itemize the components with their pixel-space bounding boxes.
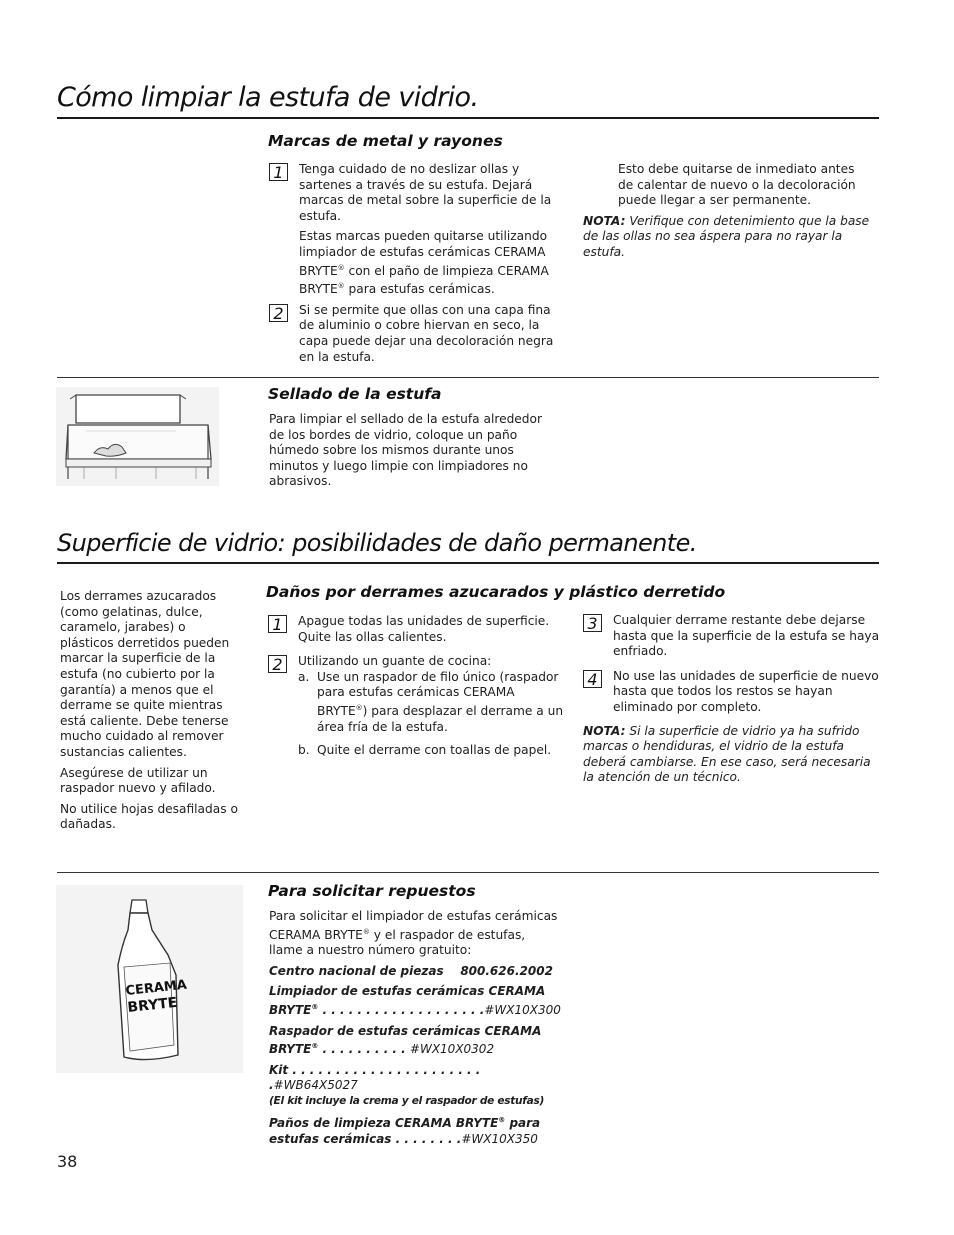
metal-step-1-text-2 [299,229,566,298]
page-title: Cómo limpiar la estufa de vidrio. [57,82,479,113]
text-run: Paños de limpieza CERAMA BRYTE [269,1116,499,1130]
bottle-illustration [56,885,243,1073]
parts-heading: Para solicitar repuestos [268,882,476,900]
text-run: Para solicitar el limpiador de estufas cerámicas CERAMA BRYTE [269,909,558,942]
step-number-1: 1 [269,163,288,181]
page-number: 38 [57,1152,78,1171]
spill-step-2-text: Utilizando un guante de cocina: [298,654,492,669]
text-run: ) para desplazar el derrame a un área fría de la estufa. [317,704,564,734]
bottle-label-line-1: CERAMA [124,977,188,999]
spill-step-4 [583,669,881,716]
step-number-1: 1 [268,615,287,633]
note-text: Verifique con detenimiento que la base de las ollas no sea áspera para no rayar la estufa. [583,213,870,259]
leader-dots: . . . . . . . . . . [318,1042,410,1057]
metal-marks-steps [269,162,566,365]
registered-mark: ® [362,927,370,936]
spill-step-3-text: Cualquier derrame restante debe dejarse hasta que la superficie de la estufa se haya enfriado. [613,613,880,659]
spill-step-2a [298,670,567,735]
section-divider-2 [57,872,879,873]
parts-item-1 [269,984,561,1018]
spill-step-2b [298,743,567,759]
metal-marks-heading: Marcas de metal y rayones [268,132,503,150]
text-run: Raspador de estufas cerámicas CERAMA BRYTE [269,1023,542,1057]
spill-steps-left [268,614,567,759]
leader-dots: . . . . . . . . . . . . . . . . . . . . . . . [269,1062,481,1093]
note-label: NOTA: [583,213,626,228]
sub-label-b: b. [298,743,310,758]
sidebar-paragraph-2: Asegúrese de utilizar un raspador nuevo y afilado. [60,765,216,796]
cooktop-illustration [56,387,219,486]
parts-item-3 [269,1063,561,1094]
step-number-2: 2 [268,655,287,673]
sidebar-paragraph-1: Los derrames azucarados (como gelatinas, dulce, caramelo, jarabes) o plásticos derretidos pueden marcar la superficie de la estufa (no cubierto por la garantía) a menos que el derrame se quite mientras está caliente. Debe tenerse mucho cuidado al remover sustancias calientes. [60,589,230,759]
registered-mark: ® [311,1042,319,1051]
step-number-4: 4 [583,670,602,688]
note-text: Si la superficie de vidrio ya ha sufrido marcas o hendiduras, el vidrio de la estufa deberá cambiarse. En ese caso, será necesaria la atención de un técnico. [583,723,871,785]
seal-heading: Sellado de la estufa [268,385,442,403]
title-rule-2 [57,562,879,564]
metal-step-2 [269,303,566,365]
text-run: Limpiador de estufas cerámicas CERAMA BRYTE [269,984,546,1018]
spill-note [583,724,881,786]
spill-step-2a-text [317,670,567,735]
spill-step-1-text: Apague todas las unidades de superficie. Quite las ollas calientes. [298,614,550,644]
parts-center-phone: 800.626.2002 [460,963,553,978]
range-icon [56,387,219,486]
parts-item-4 [269,1113,561,1147]
registered-mark: ® [355,703,363,712]
sidebar-warning [60,589,240,833]
text-run: y el raspador de estufas, llame a nuestro número gratuito: [269,927,526,958]
spill-step-4-text: No use las unidades de superficie de nuevo hasta que todos los restos se hayan eliminado por completo. [613,668,879,714]
section-divider [57,377,879,378]
note-label: NOTA: [583,723,626,738]
title-rule [57,117,879,119]
spill-heading: Daños por derrames azucarados y plástico derretido [266,583,726,601]
bottle-label-line-2: BRYTE [126,994,179,1016]
registered-mark: ® [337,282,345,291]
metal-note [583,214,873,261]
parts-item-2 [269,1024,561,1058]
cleaner-bottle-icon [56,885,243,1073]
section-2-title: Superficie de vidrio: posibilidades de daño permanente. [57,529,697,557]
metal-right-text: Esto debe quitarse de inmediato antes de calentar de nuevo o la decoloración puede llegar a ser permanente. [618,162,856,208]
step-number-3: 3 [583,614,602,632]
spill-step-2 [268,654,567,759]
part-number: #WX10X350 [461,1131,538,1146]
spill-step-1 [268,614,567,645]
metal-marks-right-column [583,162,873,261]
registered-mark: ® [311,1003,319,1012]
text-run: Kit [269,1062,289,1077]
text-run: Use un raspador de filo único (raspador para estufas cerámicas CERAMA BRYTE [317,669,559,719]
registered-mark: ® [498,1116,506,1124]
metal-step-1 [269,162,566,224]
leader-dots: . . . . . . . . [391,1131,462,1146]
parts-list [269,909,561,1147]
text-run: para estufas cerámicas. [344,282,495,297]
spill-step-2b-text: Quite el derrame con toallas de papel. [317,743,552,758]
registered-mark: ® [337,263,345,272]
parts-center-label: Centro nacional de piezas [269,963,444,978]
parts-intro [269,909,561,959]
metal-step-2-text: Si se permite que ollas con una capa fina de aluminio o cobre hiervan en seco, la capa puede dejar una decoloración negra en la estufa. [299,302,554,364]
text-run: con el paño de limpieza CERAMA BRYTE [299,263,549,297]
part-number: #WX10X300 [484,1003,561,1018]
part-number: #WX10X0302 [409,1042,495,1057]
parts-center [269,964,561,980]
text-run: para estufas cerámicas [269,1116,541,1146]
seal-text: Para limpiar el sellado de la estufa alrededor de los bordes de vidrio, coloque un paño húmedo sobre los mismos durante unos minutos y luego limpie con limpiadores no abrasivos. [269,412,543,489]
step-number-2: 2 [269,304,288,322]
metal-step-1-text: Tenga cuidado de no deslizar ollas y sartenes a través de su estufa. Dejará marcas de metal sobre la superficie de la estufa. [299,162,552,223]
sub-label-a: a. [298,669,310,684]
spill-steps-right [583,613,881,786]
part-number: #WB64X5027 [273,1078,358,1093]
parts-item-3-note: (El kit incluye la crema y el raspador de estufas) [269,1095,545,1107]
metal-step-1-continued [269,229,566,298]
text-run: Estas marcas pueden quitarse utilizando limpiador de estufas cerámicas CERAMA BRYTE [299,229,548,278]
sidebar-paragraph-3: No utilice hojas desafiladas o dañadas. [60,801,238,832]
leader-dots: . . . . . . . . . . . . . . . . . . . [318,1003,485,1018]
spill-step-3 [583,613,881,660]
